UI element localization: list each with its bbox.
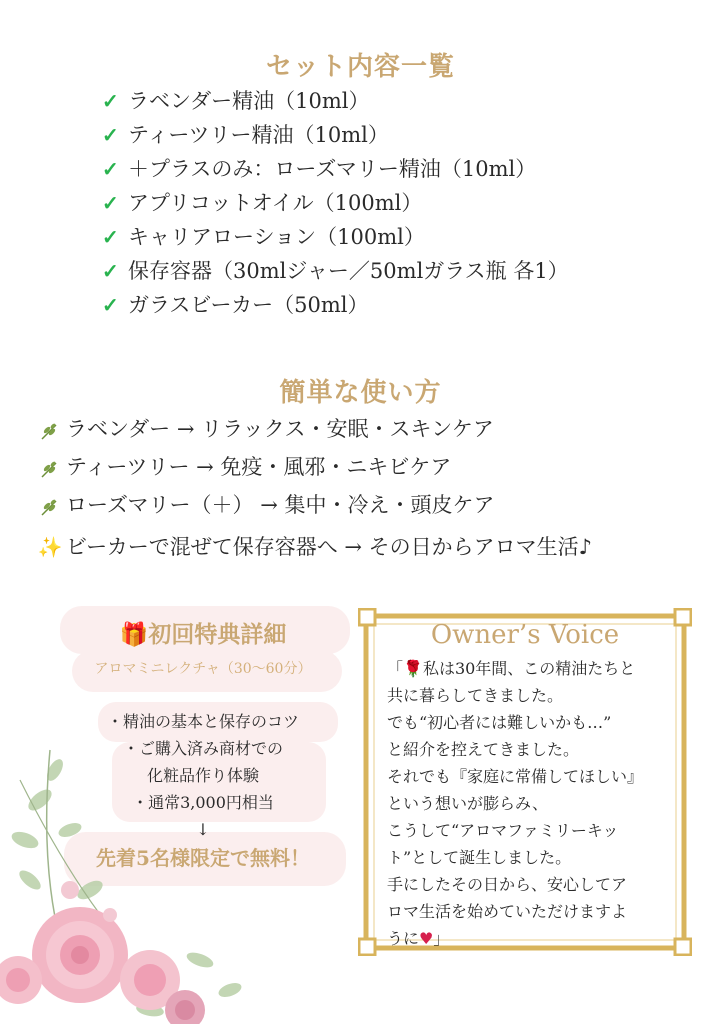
sparkle-icon: ✨ bbox=[37, 535, 63, 559]
set-contents-title: セット内容一覧 bbox=[265, 52, 455, 82]
benefit-offer: 先着5名様限定で無料！ bbox=[96, 846, 310, 870]
list-item: ✓ ＋プラスのみ：ローズマリー精油（10ml） bbox=[102, 152, 569, 186]
list-item: ✓ ラベンダー精油（10ml） bbox=[102, 84, 569, 118]
benefit-subtitle: アロマミニレクチャ（30〜60分） bbox=[94, 661, 312, 677]
check-icon: ✓ bbox=[102, 89, 119, 113]
check-icon: ✓ bbox=[102, 293, 119, 317]
list-item: ローズマリー（＋） → 集中・冷え・頭皮ケア bbox=[34, 486, 592, 524]
gift-icon: 🎁 bbox=[119, 621, 149, 648]
benefit-details: ・精油の基本と保存のコツ ・ご購入済み商材での 化粧品作り体験 ・通常3,000円相当 ↓ bbox=[58, 708, 348, 843]
down-arrow-icon: ↓ bbox=[196, 820, 210, 839]
list-item: ✓ キャリアローション（100ml） bbox=[102, 220, 569, 254]
list-item: ✓ アプリコットオイル（100ml） bbox=[102, 186, 569, 220]
usage-list bbox=[34, 410, 592, 566]
heart-icon: ♥ bbox=[419, 929, 434, 948]
check-icon: ✓ bbox=[102, 123, 119, 147]
check-icon: ✓ bbox=[102, 191, 119, 215]
rose-icon: 🌹 bbox=[403, 659, 423, 678]
check-icon: ✓ bbox=[102, 259, 119, 283]
benefit-title: 🎁初回特典詳細 bbox=[119, 621, 287, 648]
check-icon: ✓ bbox=[102, 157, 119, 181]
list-item: ✓ ガラスビーカー（50ml） bbox=[102, 288, 569, 322]
owners-voice-title: Owner’s Voice bbox=[430, 620, 620, 650]
list-item: ✓ ティーツリー精油（10ml） bbox=[102, 118, 569, 152]
check-icon: ✓ bbox=[102, 225, 119, 249]
list-item: ラベンダー → リラックス・安眠・スキンケア bbox=[34, 410, 592, 448]
herb-icon bbox=[34, 448, 66, 486]
owners-voice-message: 「🌹私は30年間、この精油たちと 共に暮らしてきました。 でも“初心者には難しいかも…” と紹介を控えてきました。 それでも『家庭に常備してほしい』 という想いが膨らみ、 こうして“アロマファミリーキッ ト”として誕生しました。 手にしたその日から、安心してア ロマ生活を始めていただけますよ うに♥」 bbox=[387, 659, 644, 948]
list-item: ✨ ビーカーで混ぜて保存容器へ → その日からアロマ生活♪ bbox=[34, 528, 592, 566]
list-item: ✓ 保存容器（30mlジャー／50mlガラス瓶 各1） bbox=[102, 254, 569, 288]
herb-icon bbox=[34, 486, 66, 524]
set-contents-list bbox=[102, 84, 569, 322]
list-item: ティーツリー → 免疫・風邪・ニキビケア bbox=[34, 448, 592, 486]
usage-title: 簡単な使い方 bbox=[279, 378, 442, 408]
herb-icon bbox=[34, 410, 66, 448]
